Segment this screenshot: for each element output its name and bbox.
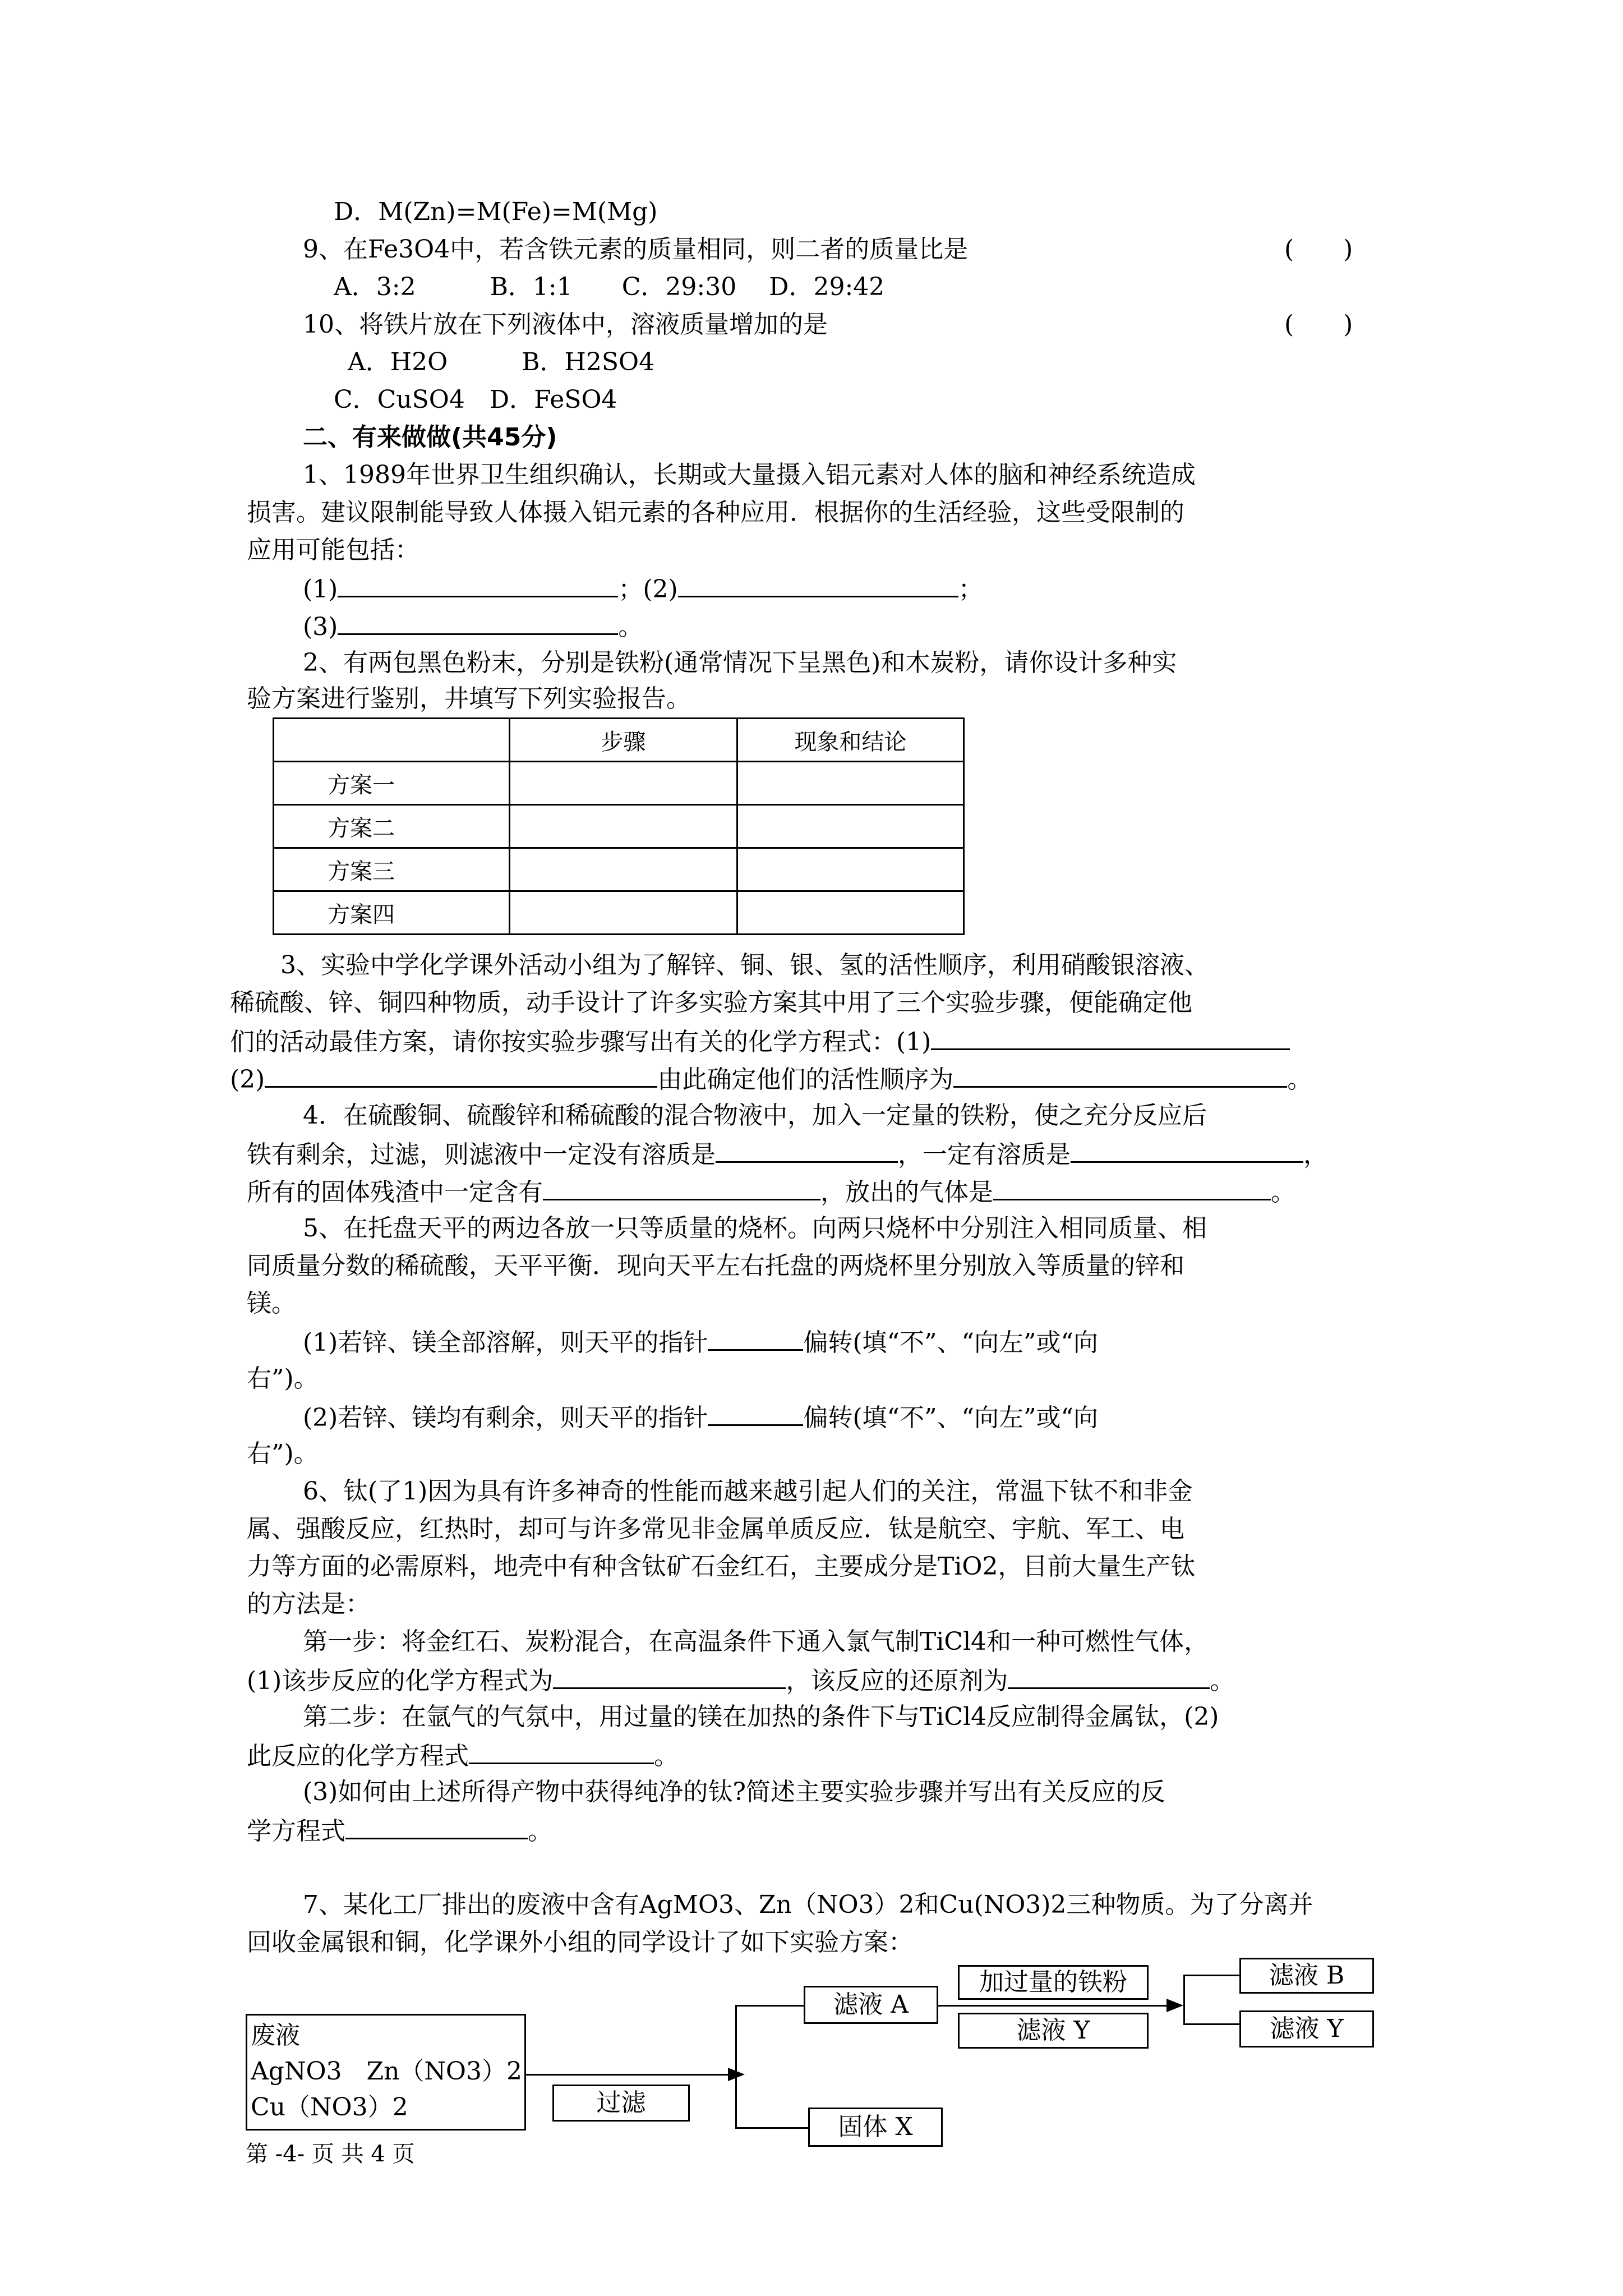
p6-line-i: (3)如何由上述所得产物中获得纯净的钛?简述主要实验步骤并写出有关反应的反 [303, 1778, 1165, 1806]
table-row-label: 方案一 [274, 762, 510, 805]
waste-components-2: Cu（NO3）2 [251, 2093, 408, 2122]
branch-vertical-line [735, 2005, 737, 2129]
label: 由此确定他们的活性顺序为 [657, 1065, 954, 1094]
filtrate-a-box [804, 1986, 938, 2024]
p1-line-b: 损害。建议限制能导致人体摄入铝元素的各种应用．根据你的生活经验，这些受限制的 [247, 498, 1184, 527]
p6-line-a: 6、钛(了1)因为具有许多神奇的性能而越来越引起人们的关注，常温下钛不和非金 [303, 1477, 1193, 1506]
table-header-cell: 现象和结论 [737, 719, 964, 762]
filtrate-b-box [1239, 1958, 1374, 1994]
experiment-report-table [273, 717, 965, 935]
answer-blank[interactable] [708, 1326, 803, 1351]
filter-label: 过滤 [596, 2088, 646, 2117]
p3-line-c [230, 1025, 1290, 1058]
table-row-label: 方案四 [274, 891, 510, 935]
add-iron-label: 加过量的铁粉 [979, 1968, 1127, 1996]
filtrate-y-right-label: 滤液 Y [1270, 2014, 1344, 2043]
label: 。 [654, 1742, 679, 1770]
p5-line-f [303, 1401, 1098, 1434]
p7-line-b: 回收金属银和铜，化学课外小组的同学设计了如下实验方案： [247, 1928, 913, 1957]
p6-line-d: 的方法是： [247, 1590, 370, 1618]
p4-line-a: 4．在硫酸铜、硫酸锌和稀硫酸的混合物液中，加入一定量的铁粉，使之充分反应后 [303, 1101, 1207, 1130]
answer-blank[interactable] [993, 1175, 1271, 1200]
waste-components-1: AgNO3 Zn（NO3）2 [251, 2057, 522, 2086]
connector-line [526, 2074, 728, 2076]
p3-line-d [230, 1062, 1312, 1096]
p5-line-c: 镁。 [247, 1289, 296, 1318]
answer-blank[interactable] [1071, 1138, 1303, 1163]
question-10-options-1: A．H2O B．H2SO4 [348, 348, 655, 376]
branch-bottom-line [1183, 2023, 1239, 2025]
table-row [274, 891, 964, 935]
filtrate-y-mid-label: 滤液 Y [1016, 2016, 1090, 2045]
table-row [274, 762, 964, 805]
answer-blank[interactable] [345, 1814, 528, 1839]
p5-line-e: 右”)。 [247, 1364, 319, 1393]
answer-blank[interactable] [553, 1664, 786, 1689]
filtrate-y-mid-box [958, 2013, 1149, 2049]
p6-line-f [247, 1664, 1234, 1697]
answer-blank[interactable] [716, 1138, 898, 1163]
p6-line-j [247, 1814, 552, 1847]
answer-blank-1[interactable] [338, 572, 618, 597]
p6-line-c: 力等方面的必需原料，地壳中有种含钛矿石金红石，主要成分是TiO2，目前大量生产钛 [247, 1552, 1196, 1581]
p4-line-c [247, 1175, 1295, 1208]
table-cell[interactable] [510, 891, 737, 935]
table-cell[interactable] [737, 848, 964, 891]
p5-line-d [303, 1326, 1098, 1359]
p1-answer-row-1 [303, 572, 983, 605]
add-iron-box [958, 1965, 1149, 2000]
table-cell[interactable] [510, 762, 737, 805]
section-heading: 二、有来做做(共45分) [303, 423, 557, 452]
label: 们的活动最佳方案，请你按实验步骤写出有关的化学方程式：(1) [230, 1028, 932, 1056]
label: ，一定有溶质是 [898, 1140, 1071, 1169]
p4-line-b [247, 1138, 1328, 1171]
label: 偏转(填“不”、“向左”或“向 [803, 1404, 1098, 1432]
option-d: D．M(Zn)=M(Fe)=M(Mg) [334, 197, 658, 226]
page-footer: 第 -4- 页 共 4 页 [246, 2141, 415, 2167]
label: 铁有剩余，过滤，则滤液中一定没有溶质是 [247, 1140, 716, 1169]
label: ，该反应的还原剂为 [786, 1667, 1008, 1695]
label: 学方程式 [247, 1817, 345, 1846]
p6-line-e: 第一步：将金红石、炭粉混合，在高温条件下通入氯气制TiCl4和一种可燃性气体， [303, 1627, 1209, 1656]
label: (2) [230, 1065, 265, 1094]
answer-blank[interactable] [953, 1062, 1287, 1088]
p5-line-b: 同质量分数的稀硫酸，天平平衡．现向天平左右托盘的两烧杯里分别放入等质量的锌和 [247, 1251, 1184, 1280]
answer-blank[interactable] [265, 1062, 657, 1088]
filtrate-y-right-box [1239, 2010, 1374, 2047]
answer-blank[interactable] [708, 1401, 803, 1426]
table-cell[interactable] [510, 848, 737, 891]
label: 。 [1271, 1178, 1295, 1207]
branch-top-line [1183, 1975, 1239, 1976]
table-row [274, 848, 964, 891]
question-10-options-2: C．CuSO4 D．FeSO4 [334, 385, 617, 414]
label: ， [1303, 1140, 1328, 1169]
p2-line-a: 2、有两包黑色粉末，分别是铁粉(通常情况下呈黑色)和木炭粉，请你设计多种实 [303, 648, 1177, 677]
table-cell[interactable] [737, 805, 964, 848]
label: (1)该步反应的化学方程式为 [247, 1667, 554, 1695]
branch-vertical-line [1183, 1975, 1185, 2025]
label: 。 [1287, 1065, 1312, 1094]
label: 此反应的化学方程式 [247, 1742, 469, 1770]
label: ；(2) [618, 575, 678, 604]
label: (1) [303, 575, 338, 604]
waste-title: 废液 [251, 2021, 300, 2050]
label: (2)若锌、镁均有剩余，则天平的指针 [303, 1404, 708, 1432]
p2-line-b: 验方案进行鉴别，井填写下列实验报告。 [247, 684, 691, 713]
answer-blank-2[interactable] [678, 572, 958, 597]
p7-line-a: 7、某化工厂排出的废液中含有AgMO3、Zn（NO3）2和Cu(NO3)2三种物质。为了分离并 [303, 1890, 1313, 1919]
answer-blank[interactable] [1008, 1664, 1210, 1689]
solid-x-label: 固体 X [838, 2113, 913, 2141]
label: ； [958, 575, 983, 604]
label: 。 [618, 613, 643, 641]
table-cell[interactable] [737, 762, 964, 805]
answer-blank[interactable] [543, 1175, 820, 1200]
table-header-cell: 步骤 [510, 719, 737, 762]
connector-line [938, 2005, 1166, 2007]
label: ，放出的气体是 [820, 1178, 993, 1207]
table-header-cell [274, 719, 510, 762]
p1-line-c: 应用可能包括： [247, 536, 419, 564]
answer-blank[interactable] [469, 1739, 654, 1764]
filter-box [552, 2085, 690, 2122]
answer-paren-10: ( ) [1284, 310, 1353, 339]
label: 偏转(填“不”、“向左”或“向 [803, 1328, 1098, 1357]
answer-blank-3[interactable] [338, 610, 618, 635]
question-9-options: A．3:2 B．1:1 C．29:30 D．29:42 [334, 273, 885, 301]
label: 。 [528, 1817, 552, 1846]
table-row-label: 方案三 [274, 848, 510, 891]
label: (3) [303, 613, 338, 641]
p6-line-h [247, 1739, 679, 1772]
table-cell[interactable] [737, 891, 964, 935]
solid-x-box [808, 2108, 943, 2147]
p3-line-b: 稀硫酸、锌、铜四种物质，动手设计了许多实验方案其中用了三个实验步骤，便能确定他 [230, 988, 1192, 1017]
branch-top-line [735, 2005, 804, 2007]
filtrate-b-label: 滤液 B [1269, 1961, 1345, 1990]
branch-bottom-line [735, 2127, 808, 2129]
p3-line-a: 3、实验中学化学课外活动小组为了解锌、铜、银、氢的活性顺序，利用硝酸银溶液、 [280, 951, 1209, 979]
p6-line-b: 属、强酸反应，红热时，却可与许多常见非金属单质反应．钛是航空、宇航、军工、电 [247, 1515, 1184, 1543]
p1-answer-row-2 [303, 610, 643, 643]
p5-line-a: 5、在托盘天平的两边各放一只等质量的烧杯。向两只烧杯中分别注入相同质量、相 [303, 1214, 1207, 1243]
label: (1)若锌、镁全部溶解，则天平的指针 [303, 1328, 708, 1357]
question-10: 10、将铁片放在下列液体中，溶液质量增加的是 [303, 310, 828, 339]
answer-paren-9: ( ) [1284, 235, 1353, 264]
filtrate-a-label: 滤液 A [833, 1990, 909, 2019]
arrow-icon [1166, 1999, 1183, 2012]
table-row [274, 719, 964, 762]
label: 所有的固体残渣中一定含有 [247, 1178, 543, 1207]
label: 。 [1210, 1667, 1235, 1695]
question-9: 9、在Fe3O4中，若含铁元素的质量相同，则二者的质量比是 [303, 235, 969, 264]
p1-line-a: 1、1989年世界卫生组织确认，长期或大量摄入铝元素对人体的脑和神经系统造成 [303, 461, 1196, 489]
p5-line-g: 右”)。 [247, 1439, 319, 1468]
table-cell[interactable] [510, 805, 737, 848]
table-row [274, 805, 964, 848]
table-row-label: 方案二 [274, 805, 510, 848]
waste-liquid-box [246, 2014, 526, 2131]
p6-line-g: 第二步：在氩气的气氛中，用过量的镁在加热的条件下与TiCl4反应制得金属钛，(2) [303, 1703, 1219, 1731]
answer-blank[interactable] [931, 1025, 1290, 1050]
